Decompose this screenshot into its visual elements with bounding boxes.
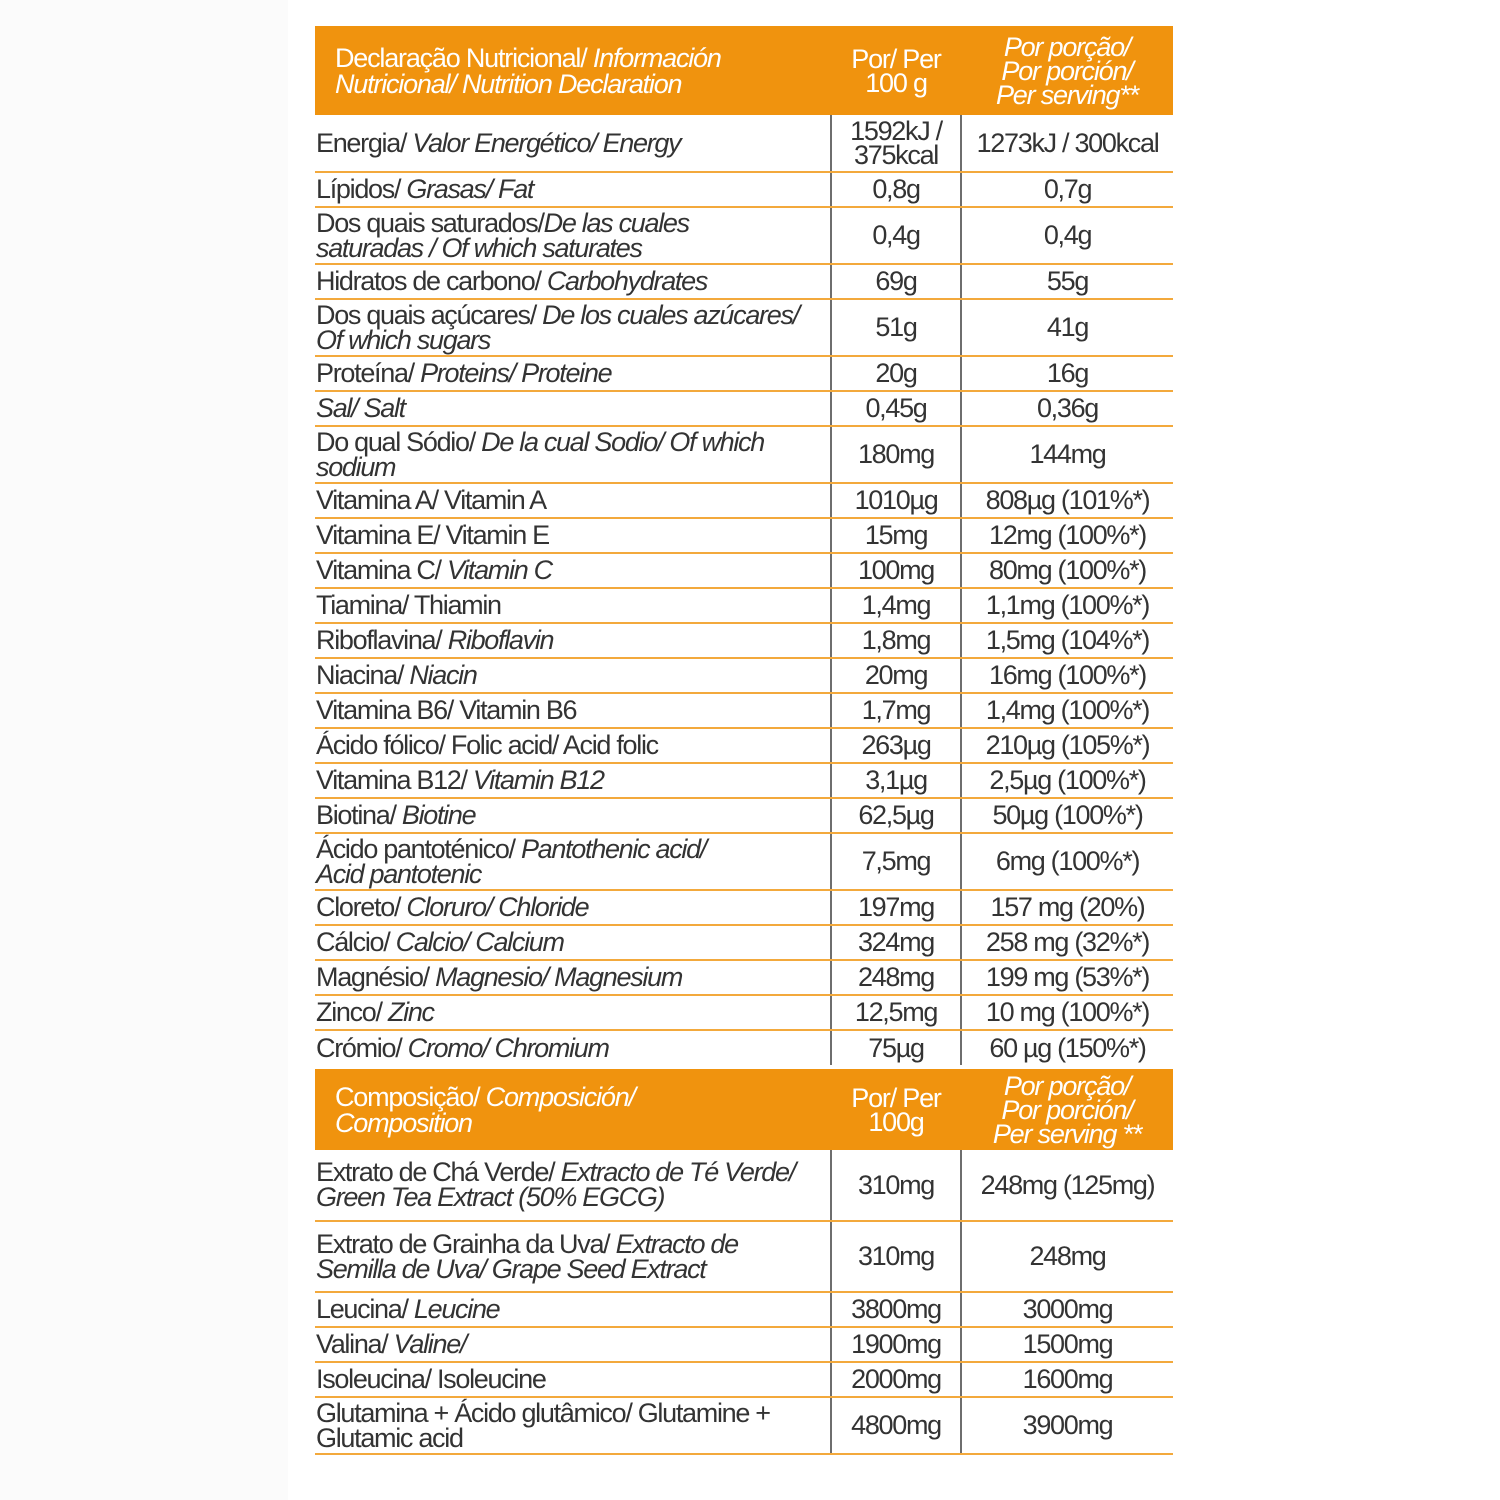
value-per-serving: 1,1mg (100%*) (961, 588, 1173, 623)
header-text: Información (592, 42, 721, 73)
row-label: Ácido pantoténico/ (316, 833, 521, 864)
row-label: Ácido fólico/ Folic acid/ Acid folic (316, 730, 658, 760)
table-row (315, 518, 1173, 553)
value-per-100g: 7,5mg (831, 833, 961, 890)
nutrient-name (315, 391, 831, 426)
header-text: Por porción/ (1001, 1094, 1133, 1125)
per-serving-header (961, 1069, 1173, 1150)
value-per-serving: 210µg (105%*) (961, 728, 1173, 763)
value-per-100g: 69g (831, 264, 961, 299)
per-serving-header (961, 26, 1173, 115)
per-100g-header (831, 26, 961, 115)
value-per-100g: 20g (831, 356, 961, 391)
value-per-100g: 1,4mg (831, 588, 961, 623)
value-per-serving: 12mg (100%*) (961, 518, 1173, 553)
row-label-italic: Acid pantotenic (316, 858, 482, 889)
value-per-serving: 60 µg (150%*) (989, 1032, 1146, 1063)
value-per-serving: 50µg (100%*) (961, 798, 1173, 833)
row-label: Cálcio/ (316, 927, 396, 957)
value-per-serving: 80mg (100%*) (961, 553, 1173, 588)
table-row (315, 553, 1173, 588)
table-row (315, 1221, 1173, 1292)
row-label-italic: Sal/ Salt (316, 393, 405, 423)
value-per-serving: 16mg (100%*) (961, 658, 1173, 693)
table-row (315, 623, 1173, 658)
nutrient-name (315, 553, 831, 588)
row-label: Crómio/ (316, 1032, 408, 1063)
nutrient-name (315, 623, 831, 658)
row-label-italic: Magnesio/ Magnesium (435, 962, 683, 992)
value-per-100g: 180mg (831, 426, 961, 483)
row-label: Vitamina C/ (316, 555, 447, 585)
composition-header-row (315, 1069, 1173, 1150)
header-text: Por/ Per (851, 43, 941, 74)
nutrient-name (315, 728, 831, 763)
value-per-serving: 1,5mg (104%*) (961, 623, 1173, 658)
table-row (315, 693, 1173, 728)
value-per-serving: 258 mg (32%*) (961, 925, 1173, 960)
row-label-italic: Valor Energético/ Energy (412, 127, 681, 158)
row-label-italic: sodium (316, 451, 396, 482)
row-label: Niacina/ (316, 660, 410, 690)
row-label-italic: Zinc (387, 997, 434, 1027)
value-per-100g: 310mg (831, 1150, 961, 1221)
table-row (315, 483, 1173, 518)
value-per-serving: 6mg (100%*) (961, 833, 1173, 890)
value-per-serving: 41g (961, 299, 1173, 356)
row-label: Dos quais açúcares/ (316, 299, 543, 330)
nutrition-header-label (315, 26, 831, 115)
header-text: Nutricional/ Nutrition Declaration (335, 68, 682, 99)
header-text: Por/ Per (851, 1082, 941, 1113)
header-text: Declaração Nutricional/ (335, 42, 593, 73)
table-row (315, 299, 1173, 356)
table-row (315, 1362, 1173, 1397)
table-row (315, 172, 1173, 207)
ingredient-name (315, 1292, 831, 1327)
row-label: Biotina/ (316, 800, 402, 830)
value-per-100g: 248mg (831, 960, 961, 995)
value-per-100g: 4800mg (831, 1397, 961, 1454)
value-per-serving: 808µg (101%*) (961, 483, 1173, 518)
ingredient-name (315, 1397, 831, 1454)
row-label: Glutamic acid (316, 1422, 463, 1453)
row-label: Isoleucina/ Isoleucine (316, 1364, 546, 1394)
row-label-italic: Extracto de (615, 1228, 738, 1259)
value-per-100g: 263µg (831, 728, 961, 763)
row-label: Glutamina + Ácido glutâmico/ Glutamine + (316, 1397, 770, 1428)
row-label: Tiamina/ Thiamin (316, 590, 501, 620)
row-label-italic: Vitamin B12 (472, 765, 604, 795)
table-row (315, 763, 1173, 798)
row-label: Zinco/ (316, 997, 388, 1027)
value-per-serving: 55g (961, 264, 1173, 299)
table-row (315, 356, 1173, 391)
header-text: Por porção/ (1003, 1070, 1131, 1101)
table-row (315, 588, 1173, 623)
nutrient-name (315, 960, 831, 995)
per-100g-header (831, 1069, 961, 1150)
table-row (315, 890, 1173, 925)
value-per-100g: 1010µg (831, 483, 961, 518)
row-label: Magnésio/ (316, 962, 436, 992)
value-per-serving: 3000mg (961, 1292, 1173, 1327)
nutrient-name (315, 693, 831, 728)
row-label-italic: Extracto de Té Verde/ (560, 1157, 795, 1187)
value-per-100g: 100mg (831, 553, 961, 588)
table-row (315, 426, 1173, 483)
value-per-100g: 20mg (831, 658, 961, 693)
nutrition-header-row (315, 26, 1173, 115)
nutrient-name (315, 833, 831, 890)
table-row (315, 960, 1173, 995)
value-per-serving: 0,7g (961, 172, 1173, 207)
table-row (315, 264, 1173, 299)
header-text: 100 g (865, 67, 927, 98)
ingredient-name (315, 1362, 831, 1397)
table-row (315, 728, 1173, 763)
composition-table (315, 1069, 1173, 1455)
value-text: 375kcal (854, 140, 938, 170)
nutrient-name (315, 925, 831, 960)
composition-header-label (315, 1069, 831, 1150)
value-per-100g: 51g (831, 299, 961, 356)
row-label: Vitamina A/ Vitamin A (316, 485, 546, 515)
ingredient-name (315, 1150, 831, 1221)
row-label-italic: Calcio/ Calcium (395, 927, 564, 957)
table-row (315, 207, 1173, 264)
nutrient-name (315, 518, 831, 553)
nutrient-name (315, 115, 831, 172)
header-text: Por porción/ (1001, 55, 1133, 86)
header-text: 100g (868, 1106, 924, 1137)
row-label-italic: Of which sugars (316, 324, 491, 355)
ingredient-name (315, 1327, 831, 1362)
row-label: Do qual Sódio/ (316, 426, 482, 457)
nutrient-name (315, 763, 831, 798)
row-label-italic: Cromo/ Chromium (407, 1032, 609, 1063)
value-per-serving: 1,4mg (100%*) (961, 693, 1173, 728)
table-row (315, 925, 1173, 960)
value-per-100g: 1900mg (831, 1327, 961, 1362)
nutrient-name (315, 658, 831, 693)
row-label: Vitamina E/ Vitamin E (316, 520, 549, 550)
value-per-serving: 3900mg (961, 1397, 1173, 1454)
table-row (315, 115, 1173, 172)
nutrient-name (315, 172, 831, 207)
row-label: Hidratos de carbono/ (316, 266, 547, 296)
header-text: Composición/ (485, 1081, 635, 1112)
row-label-italic: Green Tea Extract (50% EGCG) (316, 1182, 665, 1212)
nutrient-name (315, 426, 831, 483)
header-text: Composição/ (335, 1081, 486, 1112)
table-row (315, 1292, 1173, 1327)
value-text: 1592kJ / (850, 116, 942, 146)
ingredient-name (315, 1221, 831, 1292)
value-per-100g: 15mg (831, 518, 961, 553)
row-label: Extrato de Chá Verde/ (316, 1157, 561, 1187)
row-label: Leucina/ (316, 1294, 414, 1324)
table-row (315, 995, 1173, 1030)
header-text: Por porção/ (1003, 31, 1131, 62)
row-label: Vitamina B6/ Vitamin B6 (316, 695, 577, 725)
value-per-serving: 199 mg (53%*) (961, 960, 1173, 995)
row-label-italic: De la cual Sodio/ Of which (481, 426, 764, 457)
value-per-100g: 2000mg (831, 1362, 961, 1397)
value-per-100g: 62,5µg (831, 798, 961, 833)
value-per-serving: 16g (961, 356, 1173, 391)
row-label-italic: Leucine (413, 1294, 500, 1324)
table-row (315, 1397, 1173, 1454)
row-label-italic: Cloruro/ Chloride (406, 892, 589, 922)
nutrient-name (315, 264, 831, 299)
header-text: Per serving** (996, 79, 1138, 110)
value-per-100g: 75µg (831, 1030, 961, 1065)
value-per-100g: 3800mg (831, 1292, 961, 1327)
row-label-italic: De las cuales (543, 207, 689, 238)
value-per-100g: 0,45g (831, 391, 961, 426)
table-row (315, 798, 1173, 833)
row-label: Extrato de Grainha da Uva/ (316, 1228, 616, 1259)
value-per-serving: 248mg (125mg) (961, 1150, 1173, 1221)
row-label: Dos quais saturados/ (316, 207, 544, 238)
row-label-italic: Valine/ (393, 1329, 467, 1359)
row-label: Vitamina B12/ (316, 765, 473, 795)
table-row (315, 1150, 1173, 1221)
row-label: Energia/ (316, 127, 413, 158)
row-label-italic: Pantothenic acid/ (520, 833, 707, 864)
table-row (315, 658, 1173, 693)
value-per-serving: 0,4g (961, 207, 1173, 264)
value-per-100g: 0,8g (831, 172, 961, 207)
table-row (315, 833, 1173, 890)
row-label-italic: saturadas / Of which saturates (316, 232, 642, 263)
row-label-italic: Carbohydrates (546, 266, 708, 296)
nutrient-name (315, 207, 831, 264)
row-label-italic: Biotine (401, 800, 476, 830)
value-per-100g (831, 115, 961, 172)
row-label-italic: Riboflavin (447, 625, 554, 655)
value-per-serving: 248mg (961, 1221, 1173, 1292)
row-label: Lípidos/ (316, 174, 407, 204)
table-row (315, 1030, 1173, 1065)
table-row (315, 391, 1173, 426)
value-per-100g: 0,4g (831, 207, 961, 264)
value-per-serving: 10 mg (100%*) (961, 995, 1173, 1030)
nutrient-name (315, 798, 831, 833)
value-per-serving: 2,5µg (100%*) (961, 763, 1173, 798)
row-label: Proteína/ (316, 358, 421, 388)
value-per-100g: 1,8mg (831, 623, 961, 658)
nutrient-name (315, 483, 831, 518)
row-label: Cloreto/ (316, 892, 407, 922)
value-per-serving: 1273kJ / 300kcal (961, 115, 1173, 172)
value-per-serving: 0,36g (961, 391, 1173, 426)
header-text: Per serving ** (992, 1118, 1142, 1149)
row-label-italic: Proteins/ Proteine (420, 358, 612, 388)
nutrient-name (315, 890, 831, 925)
nutrient-name (315, 995, 831, 1030)
value-per-100g: 1,7mg (831, 693, 961, 728)
page-margin (0, 0, 288, 1500)
value-per-100g: 3,1µg (831, 763, 961, 798)
nutrient-name (315, 588, 831, 623)
value-per-serving: 1600mg (961, 1362, 1173, 1397)
table-row (315, 1327, 1173, 1362)
nutrient-name (315, 1030, 831, 1065)
row-label-italic: Niacin (409, 660, 477, 690)
header-text: Composition (335, 1107, 472, 1138)
value-per-serving: 157 mg (20%) (961, 890, 1173, 925)
row-label-italic: Vitamin C (446, 555, 552, 585)
nutrition-declaration-table (315, 26, 1173, 1065)
value-per-serving: 1500mg (961, 1327, 1173, 1362)
value-per-100g: 197mg (831, 890, 961, 925)
value-per-serving: 144mg (961, 426, 1173, 483)
nutrient-name (315, 356, 831, 391)
value-per-100g: 310mg (831, 1221, 961, 1292)
row-label-italic: Grasas/ Fat (406, 174, 534, 204)
nutrient-name (315, 299, 831, 356)
row-label-italic: Semilla de Uva/ Grape Seed Extract (316, 1253, 706, 1284)
row-label: Valina/ (316, 1329, 394, 1359)
row-label-italic: De los cuales azúcares/ (542, 299, 799, 330)
value-per-100g: 12,5mg (831, 995, 961, 1030)
value-per-100g: 324mg (831, 925, 961, 960)
row-label: Riboflavina/ (316, 625, 448, 655)
